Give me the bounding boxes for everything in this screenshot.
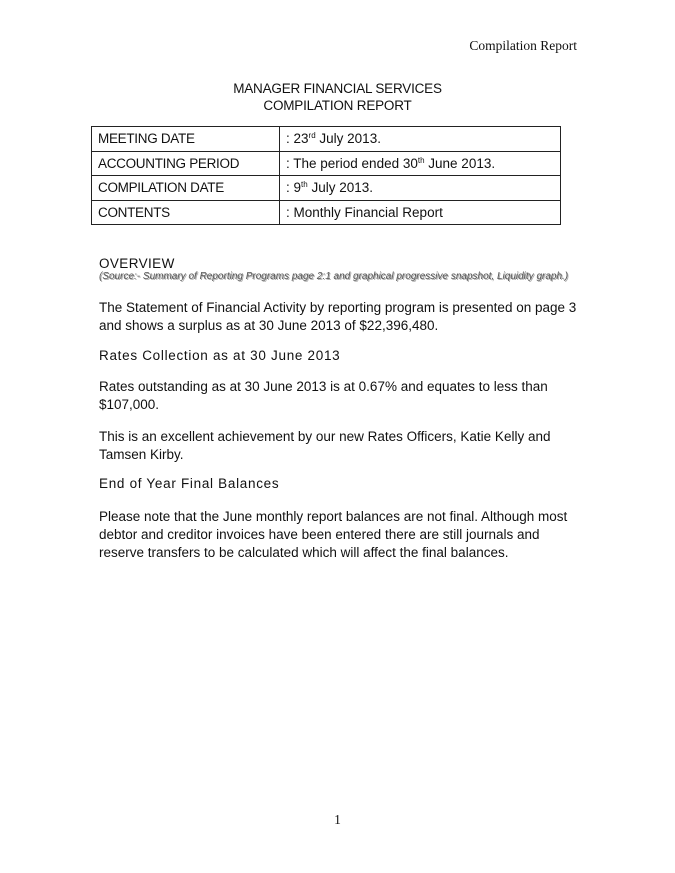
accounting-period-value: : The period ended 30th June 2013. — [280, 151, 561, 176]
title-line-1: MANAGER FINANCIAL SERVICES — [233, 81, 442, 96]
table-row — [92, 176, 561, 201]
end-of-year-heading: End of Year Final Balances — [99, 476, 280, 491]
end-of-year-paragraph: Please note that the June monthly report balances are not final. Although most debtor and creditor invoices have been entered there are still journals and reserve transfers to be calculated which will affect the final balances. — [99, 509, 568, 560]
overview-paragraph: The Statement of Financial Activity by reporting program is presented on page 3 and shows a surplus as at 30 June 2013 of $22,396,480. — [99, 300, 577, 333]
rates-heading: Rates Collection as at 30 June 2013 — [99, 348, 341, 363]
rates-paragraph-2: This is an excellent achievement by our new Rates Officers, Katie Kelly and Tamsen Kirby. — [99, 429, 551, 462]
running-header: Compilation Report — [469, 38, 577, 53]
table-row — [92, 200, 561, 225]
page-number: 1 — [334, 812, 341, 827]
overview-source-note: (Source:- Summary of Reporting Programs page 2:1 and graphical progressive snapshot, Liquidity graph.) — [99, 271, 569, 282]
contents-label: CONTENTS — [92, 200, 280, 225]
table-row — [92, 151, 561, 176]
rates-paragraph-1: Rates outstanding as at 30 June 2013 is at 0.67% and equates to less than $107,000. — [99, 379, 548, 412]
title-line-2: COMPILATION REPORT — [263, 98, 412, 113]
table-row — [92, 127, 561, 152]
compilation-date-value: : 9th July 2013. — [280, 176, 561, 201]
accounting-period-label: ACCOUNTING PERIOD — [92, 151, 280, 176]
compilation-date-label: COMPILATION DATE — [92, 176, 280, 201]
meeting-details-table — [91, 126, 561, 225]
meeting-date-label: MEETING DATE — [92, 127, 280, 152]
contents-value: : Monthly Financial Report — [280, 200, 561, 225]
meeting-date-value: : 23rd July 2013. — [280, 127, 561, 152]
overview-heading: OVERVIEW — [99, 256, 175, 271]
document-title — [0, 80, 675, 114]
